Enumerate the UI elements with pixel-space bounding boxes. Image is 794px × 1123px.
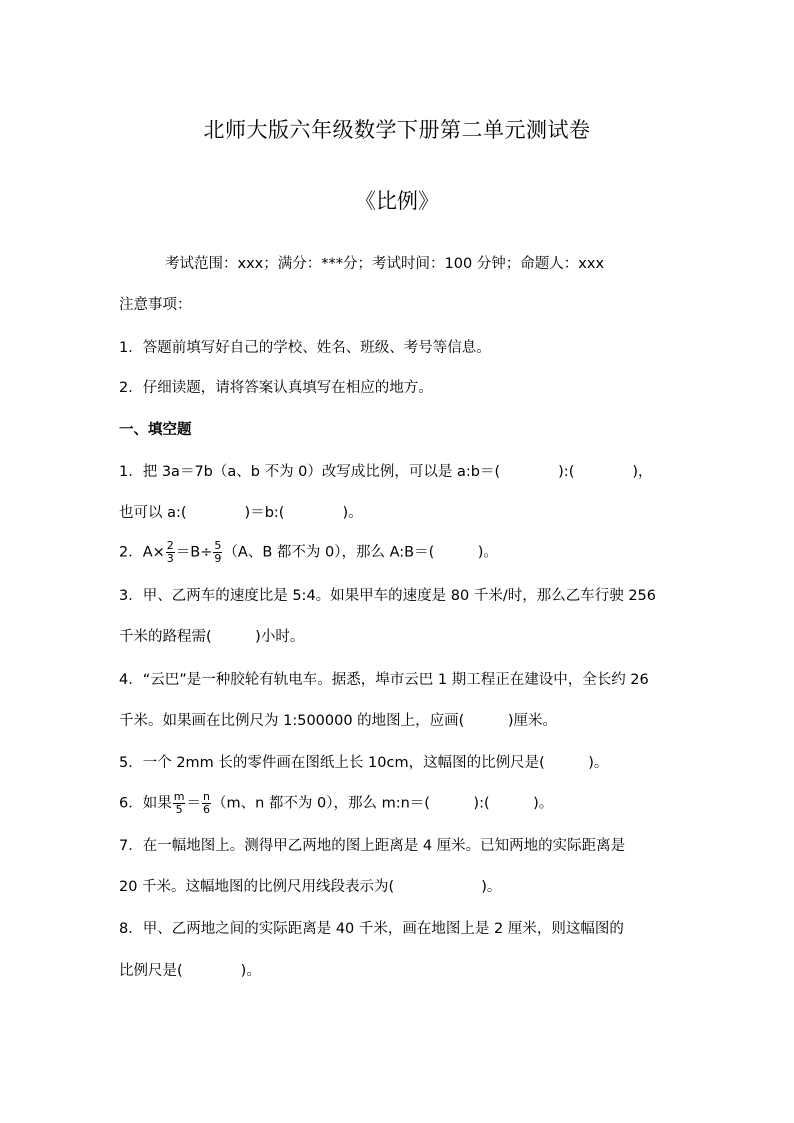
- question-2: [119, 540, 498, 565]
- fraction-m-over-5: [173, 791, 186, 816]
- exam-subtitle: 《比例》: [355, 189, 439, 213]
- question-5: 5．一个 2mm 长的零件画在图纸上长 10cm，这幅图的比例尺是( )。: [119, 755, 609, 771]
- question-4-line-1: 4．“云巴”是一种胶轮有轨电车。据悉，埠市云巴 1 期工程正在建设中，全长约 26: [119, 672, 649, 688]
- question-8-line-1: 8．甲、乙两地之间的实际距离是 40 千米，画在地图上是 2 厘米，则这幅图的: [119, 921, 624, 937]
- fraction-denominator: 5: [175, 803, 183, 816]
- question-2-middle: ＝B÷: [175, 544, 213, 561]
- notice-item-1: 1．答题前填写好自己的学校、姓名、班级、考号等信息。: [119, 340, 491, 356]
- notice-item-2: 2．仔细读题，请将答案认真填写在相应的地方。: [119, 380, 433, 396]
- question-4-line-2: 千米。如果画在比例尺为 1:500000 的地图上，应画( )厘米。: [119, 713, 557, 729]
- question-6-prefix: 6．如果: [119, 795, 172, 812]
- fraction-denominator: 9: [214, 552, 222, 565]
- fraction-n-over-6: [202, 791, 211, 816]
- fraction-numerator: 2: [166, 539, 174, 552]
- fraction-numerator: 5: [214, 539, 222, 552]
- question-6-suffix: （m、n 都不为 0），那么 m:n＝( ):( )。: [211, 795, 554, 812]
- question-7-line-1: 7．在一幅地图上。测得甲乙两地的图上距离是 4 厘米。已知两地的实际距离是: [119, 838, 626, 854]
- question-2-suffix: （A、B 都不为 0），那么 A:B＝( )。: [223, 544, 498, 561]
- question-6: [119, 791, 553, 816]
- fraction-numerator: m: [173, 790, 185, 803]
- question-3-line-1: 3．甲、乙两车的速度比是 5:4。如果甲车的速度是 80 千米/时，那么乙车行驶 256: [119, 588, 657, 604]
- question-1-line-1: 1．把 3a＝7b（a、b 不为 0）改写成比例，可以是 a:b＝( ):( )，: [119, 464, 653, 480]
- exam-title: 北师大版六年级数学下册第二单元测试卷: [203, 118, 591, 142]
- fraction-numerator: n: [202, 790, 210, 803]
- question-7-line-2: 20 千米。这幅地图的比例尺用线段表示为( )。: [119, 879, 502, 895]
- fraction-denominator: 6: [202, 803, 210, 816]
- exam-info: 考试范围：xxx；满分：***分；考试时间：100 分钟；命题人：xxx: [165, 256, 605, 272]
- question-1-line-2: 也可以 a:( )＝b:( )。: [119, 505, 363, 521]
- fraction-denominator: 3: [166, 552, 174, 565]
- question-3-line-2: 千米的路程需( )小时。: [119, 629, 305, 645]
- question-6-middle: ＝: [186, 795, 201, 812]
- fraction-five-ninths: [213, 540, 222, 565]
- question-2-prefix: 2．A×: [119, 544, 165, 561]
- question-8-line-2: 比例尺是( )。: [119, 963, 261, 979]
- notice-heading: 注意事项：: [119, 297, 192, 313]
- fraction-two-thirds: [166, 540, 175, 565]
- section-heading-fill-in: 一、填空题: [119, 422, 192, 438]
